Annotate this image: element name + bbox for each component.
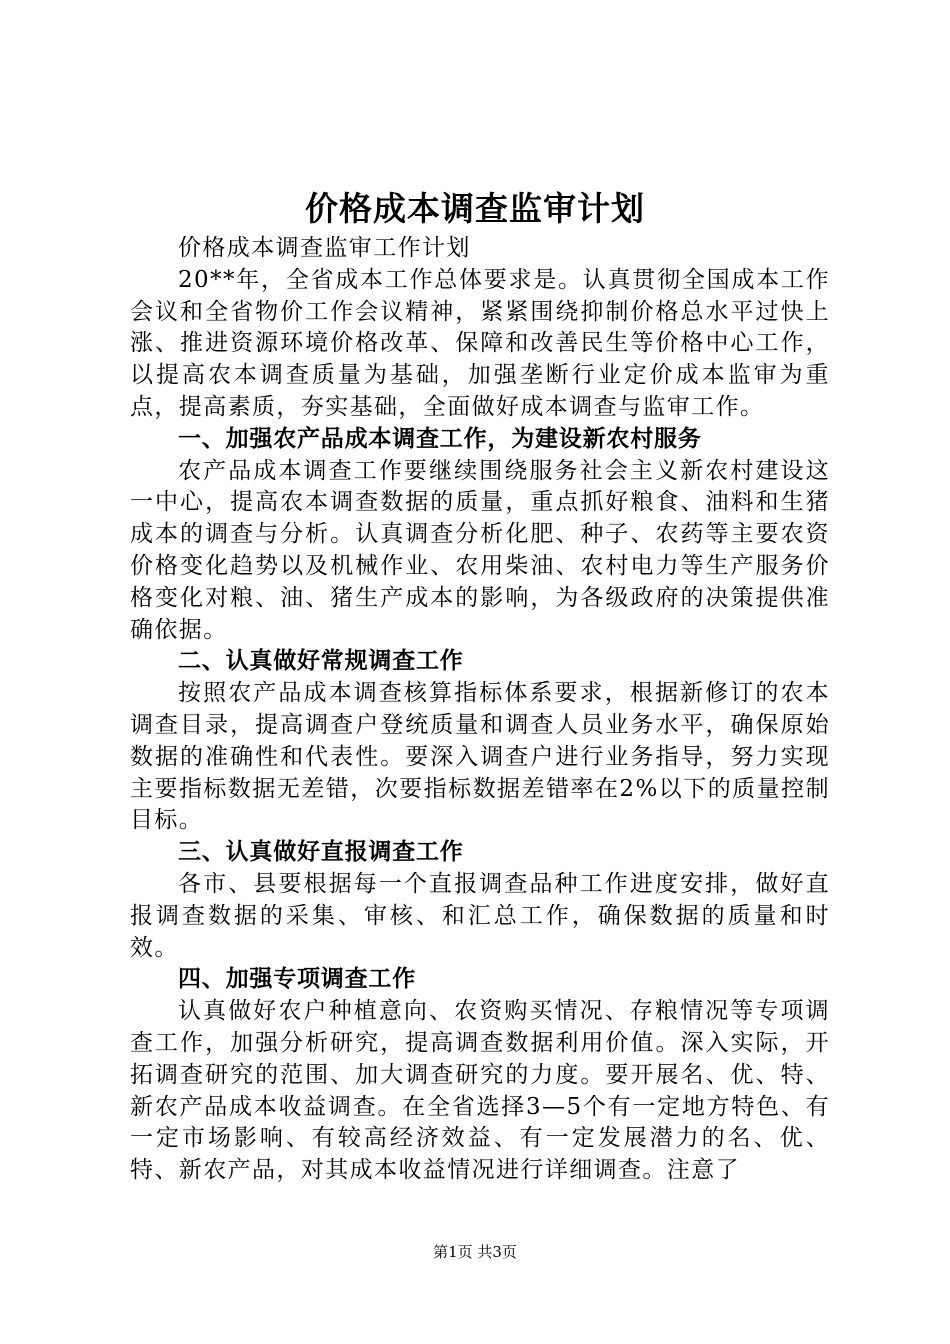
- section-heading-2: 二、认真做好常规调查工作: [178, 648, 464, 675]
- subtitle-paragraph: 价格成本调查监审工作计划: [178, 235, 471, 261]
- section-heading-3: 三、认真做好直报调查工作: [178, 839, 464, 866]
- intro-paragraph: 20**年，全省成本工作总体要求是。认真贯彻全国成本工作会议和全省物价工作会议精神，紧紧围绕抑制价格总水平过快上涨、推进资源环境价格改革、保障和改善民生等价格中心工作，以提高农本调查质量为基础，加强垄断行业定价成本监审为重点，提高素质，夯实基础，全面做好成本调查与监审工作。: [130, 266, 830, 420]
- section-3-paragraph: 各市、县要根据每一个直报调查品种工作进度安排，做好直报调查数据的采集、审核、和汇总工作，确保数据的质量和时效。: [130, 870, 830, 961]
- section-1-paragraph: 农产品成本调查工作要继续围绕服务社会主义新农村建设这一中心，提高农本调查数据的质量，重点抓好粮食、油料和生猪成本的调查与分析。认真调查分析化肥、种子、农药等主要农资价格变化趋势以及机械作业、农用柴油、农村电力等生产服务价格变化对粮、油、猪生产成本的影响，为各级政府的决策提供准确依据。: [130, 457, 830, 643]
- document-title: 价格成本调查监审计划: [305, 189, 645, 228]
- document-body: [130, 233, 830, 1187]
- section-heading-4: 四、加强专项调查工作: [178, 966, 416, 993]
- section-4-paragraph: 认真做好农户种植意向、农资购买情况、存粮情况等专项调查工作，加强分析研究，提高调查数据利用价值。深入实际，开拓调查研究的范围、加大调查研究的力度。要开展名、优、特、新农产品成本收益调查。在全省选择3—5个有一定地方特色、有一定市场影响、有较高经济效益、有一定发展潜力的名、优、特、新农产品，对其成本收益情况进行详细调查。注意了: [130, 998, 830, 1184]
- section-heading-1: 一、加强农产品成本调查工作，为建设新农村服务: [178, 425, 702, 452]
- section-2-paragraph: 按照农产品成本调查核算指标体系要求，根据新修订的农本调查目录，提高调查户登统质量和调查人员业务水平，确保原始数据的准确性和代表性。要深入调查户进行业务指导，努力实现主要指标数据无差错，次要指标数据差错率在2%以下的质量控制目标。: [130, 680, 830, 834]
- page-number: 第1页 共3页: [433, 1243, 517, 1261]
